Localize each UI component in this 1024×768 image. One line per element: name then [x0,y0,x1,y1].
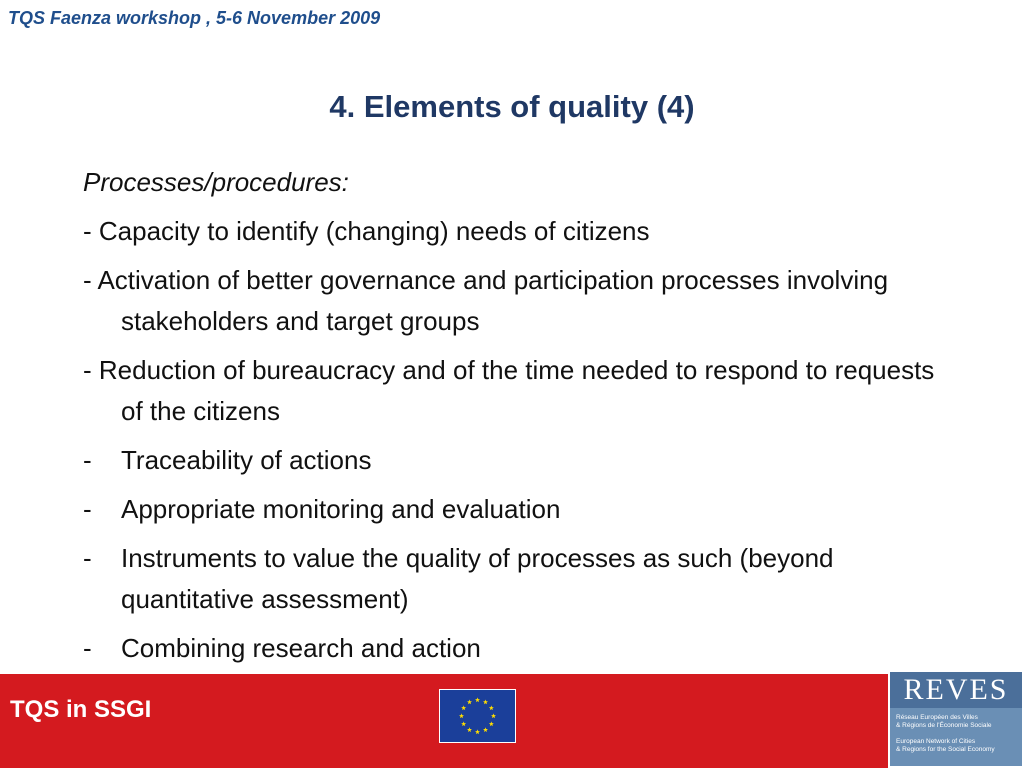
footer-bar [0,674,1024,768]
eu-star-icon [483,727,488,732]
slide-content [83,162,963,677]
slide-title: 4. Elements of quality (4) [329,89,695,124]
eu-star-icon [483,700,488,705]
logo-line: & Regions for the Social Economy [896,746,995,753]
dash-mark: - [83,445,92,475]
dash-mark: - [83,543,92,573]
reves-logo [888,670,1024,768]
eu-stars [440,690,515,742]
item-2: - Reduction of bureaucracy and of the time needed to respond to requests of the citizens [83,355,935,426]
eu-star-icon [475,729,480,734]
eu-star-icon [461,721,466,726]
eu-star-icon [459,713,464,718]
item-text: Traceability of actions [121,445,372,475]
logo-word: REVES [890,672,1022,708]
item-text: Appropriate monitoring and evaluation [121,494,561,524]
footer-label: TQS in SSGI [10,696,152,723]
logo-line: Réseau Européen des Villes [896,714,978,721]
header-text: TQS Faenza workshop , 5-6 November 2009 [8,8,381,28]
item-1: - Activation of better governance and participation processes involving stakeholders and target groups [83,265,889,336]
eu-star-icon [461,705,466,710]
dash-mark: - [83,494,92,524]
item-5 [83,538,963,620]
dash-mark: - [83,633,92,663]
item-3 [83,440,963,481]
eu-star-icon [491,713,496,718]
item-6 [83,628,963,669]
eu-star-icon [467,700,472,705]
logo-line: European Network of Cities [896,738,976,745]
item-0: - Capacity to identify (changing) needs of citizens [83,216,650,246]
item-text: Instruments to value the quality of processes as such (beyond quantitative assessment) [121,543,834,614]
item-4 [83,489,963,530]
eu-star-icon [467,727,472,732]
eu-star-icon [475,697,480,702]
content-intro: Processes/procedures: [83,167,349,197]
item-text: Combining research and action [121,633,481,663]
eu-star-icon [489,705,494,710]
eu-star-icon [489,721,494,726]
logo-line: & Régions de l'Économie Sociale [896,722,992,729]
eu-flag-icon [439,689,516,743]
